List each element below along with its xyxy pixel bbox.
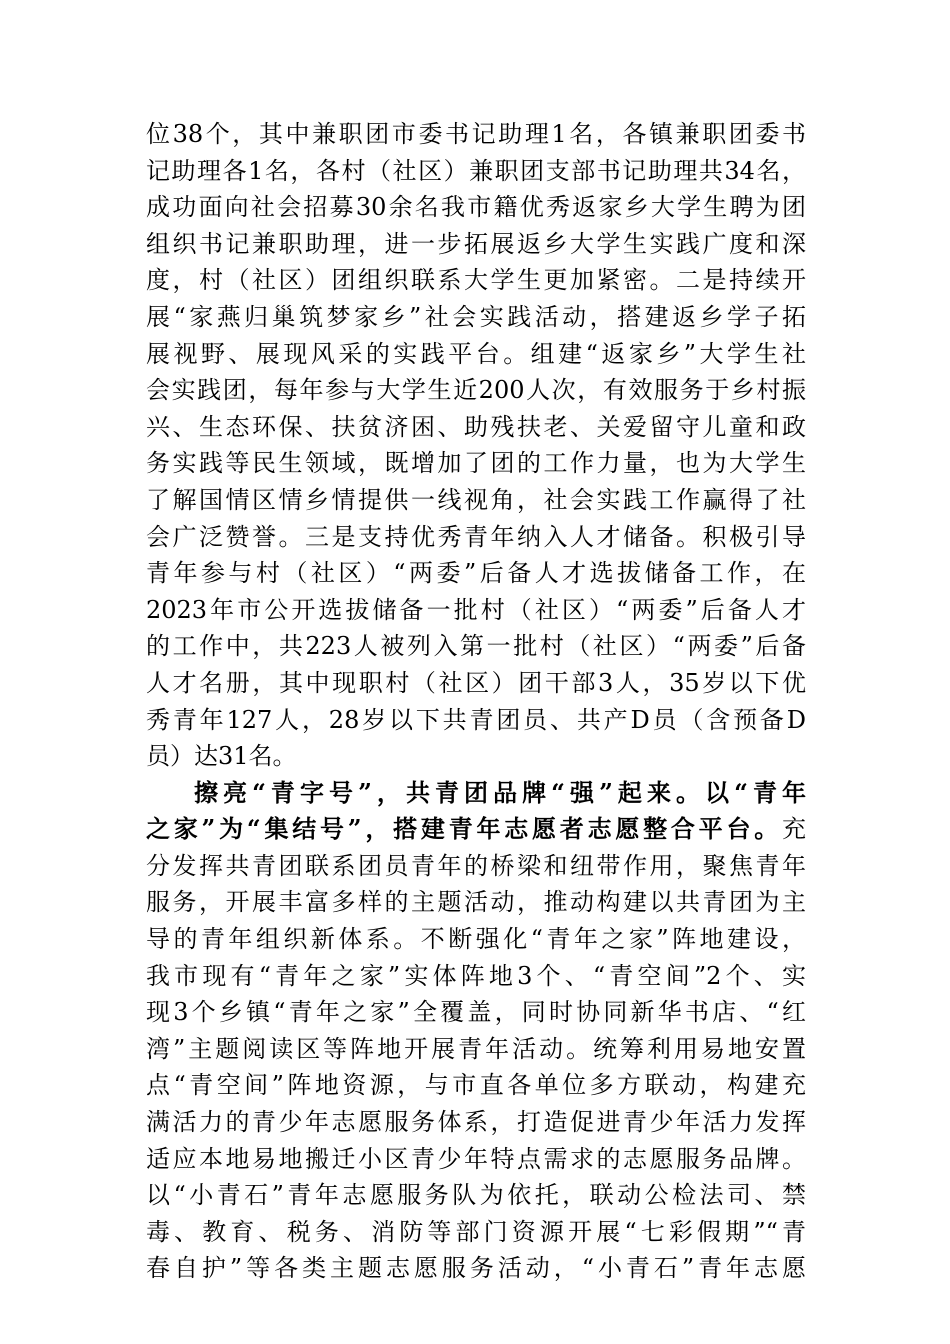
text-line: 度，村（社区）团组织联系大学生更加紧密。二是持续开	[146, 266, 806, 295]
text-line: 现3个乡镇“青年之家”全覆盖，同时协同新华书店、“红	[146, 998, 806, 1027]
text-line: 会广泛赞誉。三是支持优秀青年纳入人才储备。积极引导	[146, 522, 806, 551]
heading-trailing-text: 充	[782, 815, 806, 844]
text-line: 服务，开展丰富多样的主题活动，推动构建以共青团为主	[146, 888, 806, 917]
text-line: 会实践团，每年参与大学生近200人次，有效服务于乡村振	[146, 376, 806, 405]
text-line: 成功面向社会招募30余名我市籍优秀返家乡大学生聘为团	[146, 193, 806, 222]
text-line: 兴、生态环保、扶贫济困、助残扶老、关爱留守儿童和政	[146, 412, 806, 441]
text-line: 导的青年组织新体系。不断强化“青年之家”阵地建设，	[146, 925, 806, 954]
text-line: 分发挥共青团联系团员青年的桥梁和纽带作用，聚焦青年	[146, 851, 806, 880]
text-line: 秀青年127人，28岁以下共青团员、共产D员（含预备D	[146, 705, 806, 734]
text-line: 员）达31名。	[146, 742, 297, 771]
text-line: 适应本地易地搬迁小区青少年特点需求的志愿服务品牌。	[146, 1144, 806, 1173]
text-line: 满活力的青少年志愿服务体系，打造促进青少年活力发挥	[146, 1108, 806, 1137]
heading-bold-text: 之家”为“集结号”，搭建青年志愿者志愿整合平台。	[146, 814, 782, 844]
text-line: 位38个，其中兼职团市委书记助理1名，各镇兼职团委书	[146, 120, 806, 148]
text-line: 春自护”等各类主题志愿服务活动，“小青石”青年志愿	[146, 1254, 806, 1283]
text-line: 展视野、展现风采的实践平台。组建“返家乡”大学生社	[146, 339, 806, 368]
text-line: 湾”主题阅读区等阵地开展青年活动。统筹利用易地安置	[146, 1034, 806, 1063]
text-line: 的工作中，共223人被列入第一批村（社区）“两委”后备	[146, 632, 806, 661]
text-line: 组织书记兼职助理，进一步拓展返乡大学生实践广度和深	[146, 229, 806, 258]
text-line: 记助理各1名，各村（社区）兼职团支部书记助理共34名，	[146, 156, 806, 185]
text-line: 以“小青石”青年志愿服务队为依托，联动公检法司、禁	[146, 1181, 806, 1210]
paragraph-heading-line: 擦亮“青字号”，共青团品牌“强”起来。以“青年	[194, 777, 806, 807]
paragraph-2	[146, 775, 806, 1287]
text-line: 点“青空间”阵地资源，与市直各单位多方联动，构建充	[146, 1071, 806, 1100]
text-line: 人才名册，其中现职村（社区）团干部3人，35岁以下优	[146, 668, 806, 697]
text-line: 展“家燕归巢筑梦家乡”社会实践活动，搭建返乡学子拓	[146, 302, 806, 331]
paragraph-1	[146, 116, 806, 775]
text-line: 毒、教育、税务、消防等部门资源开展“七彩假期”“青	[146, 1217, 806, 1246]
text-line: 青年参与村（社区）“两委”后备人才选拔储备工作，在	[146, 559, 806, 588]
paragraph-heading-line-2	[146, 811, 806, 848]
text-line: 我市现有“青年之家”实体阵地3个、“青空间”2个、实	[146, 961, 806, 990]
text-line: 了解国情区情乡情提供一线视角，社会实践工作赢得了社	[146, 485, 806, 514]
document-body	[146, 116, 806, 1287]
text-line: 务实践等民生领域，既增加了团的工作力量，也为大学生	[146, 449, 806, 478]
text-line: 2023年市公开选拔储备一批村（社区）“两委”后备人才	[146, 595, 806, 624]
